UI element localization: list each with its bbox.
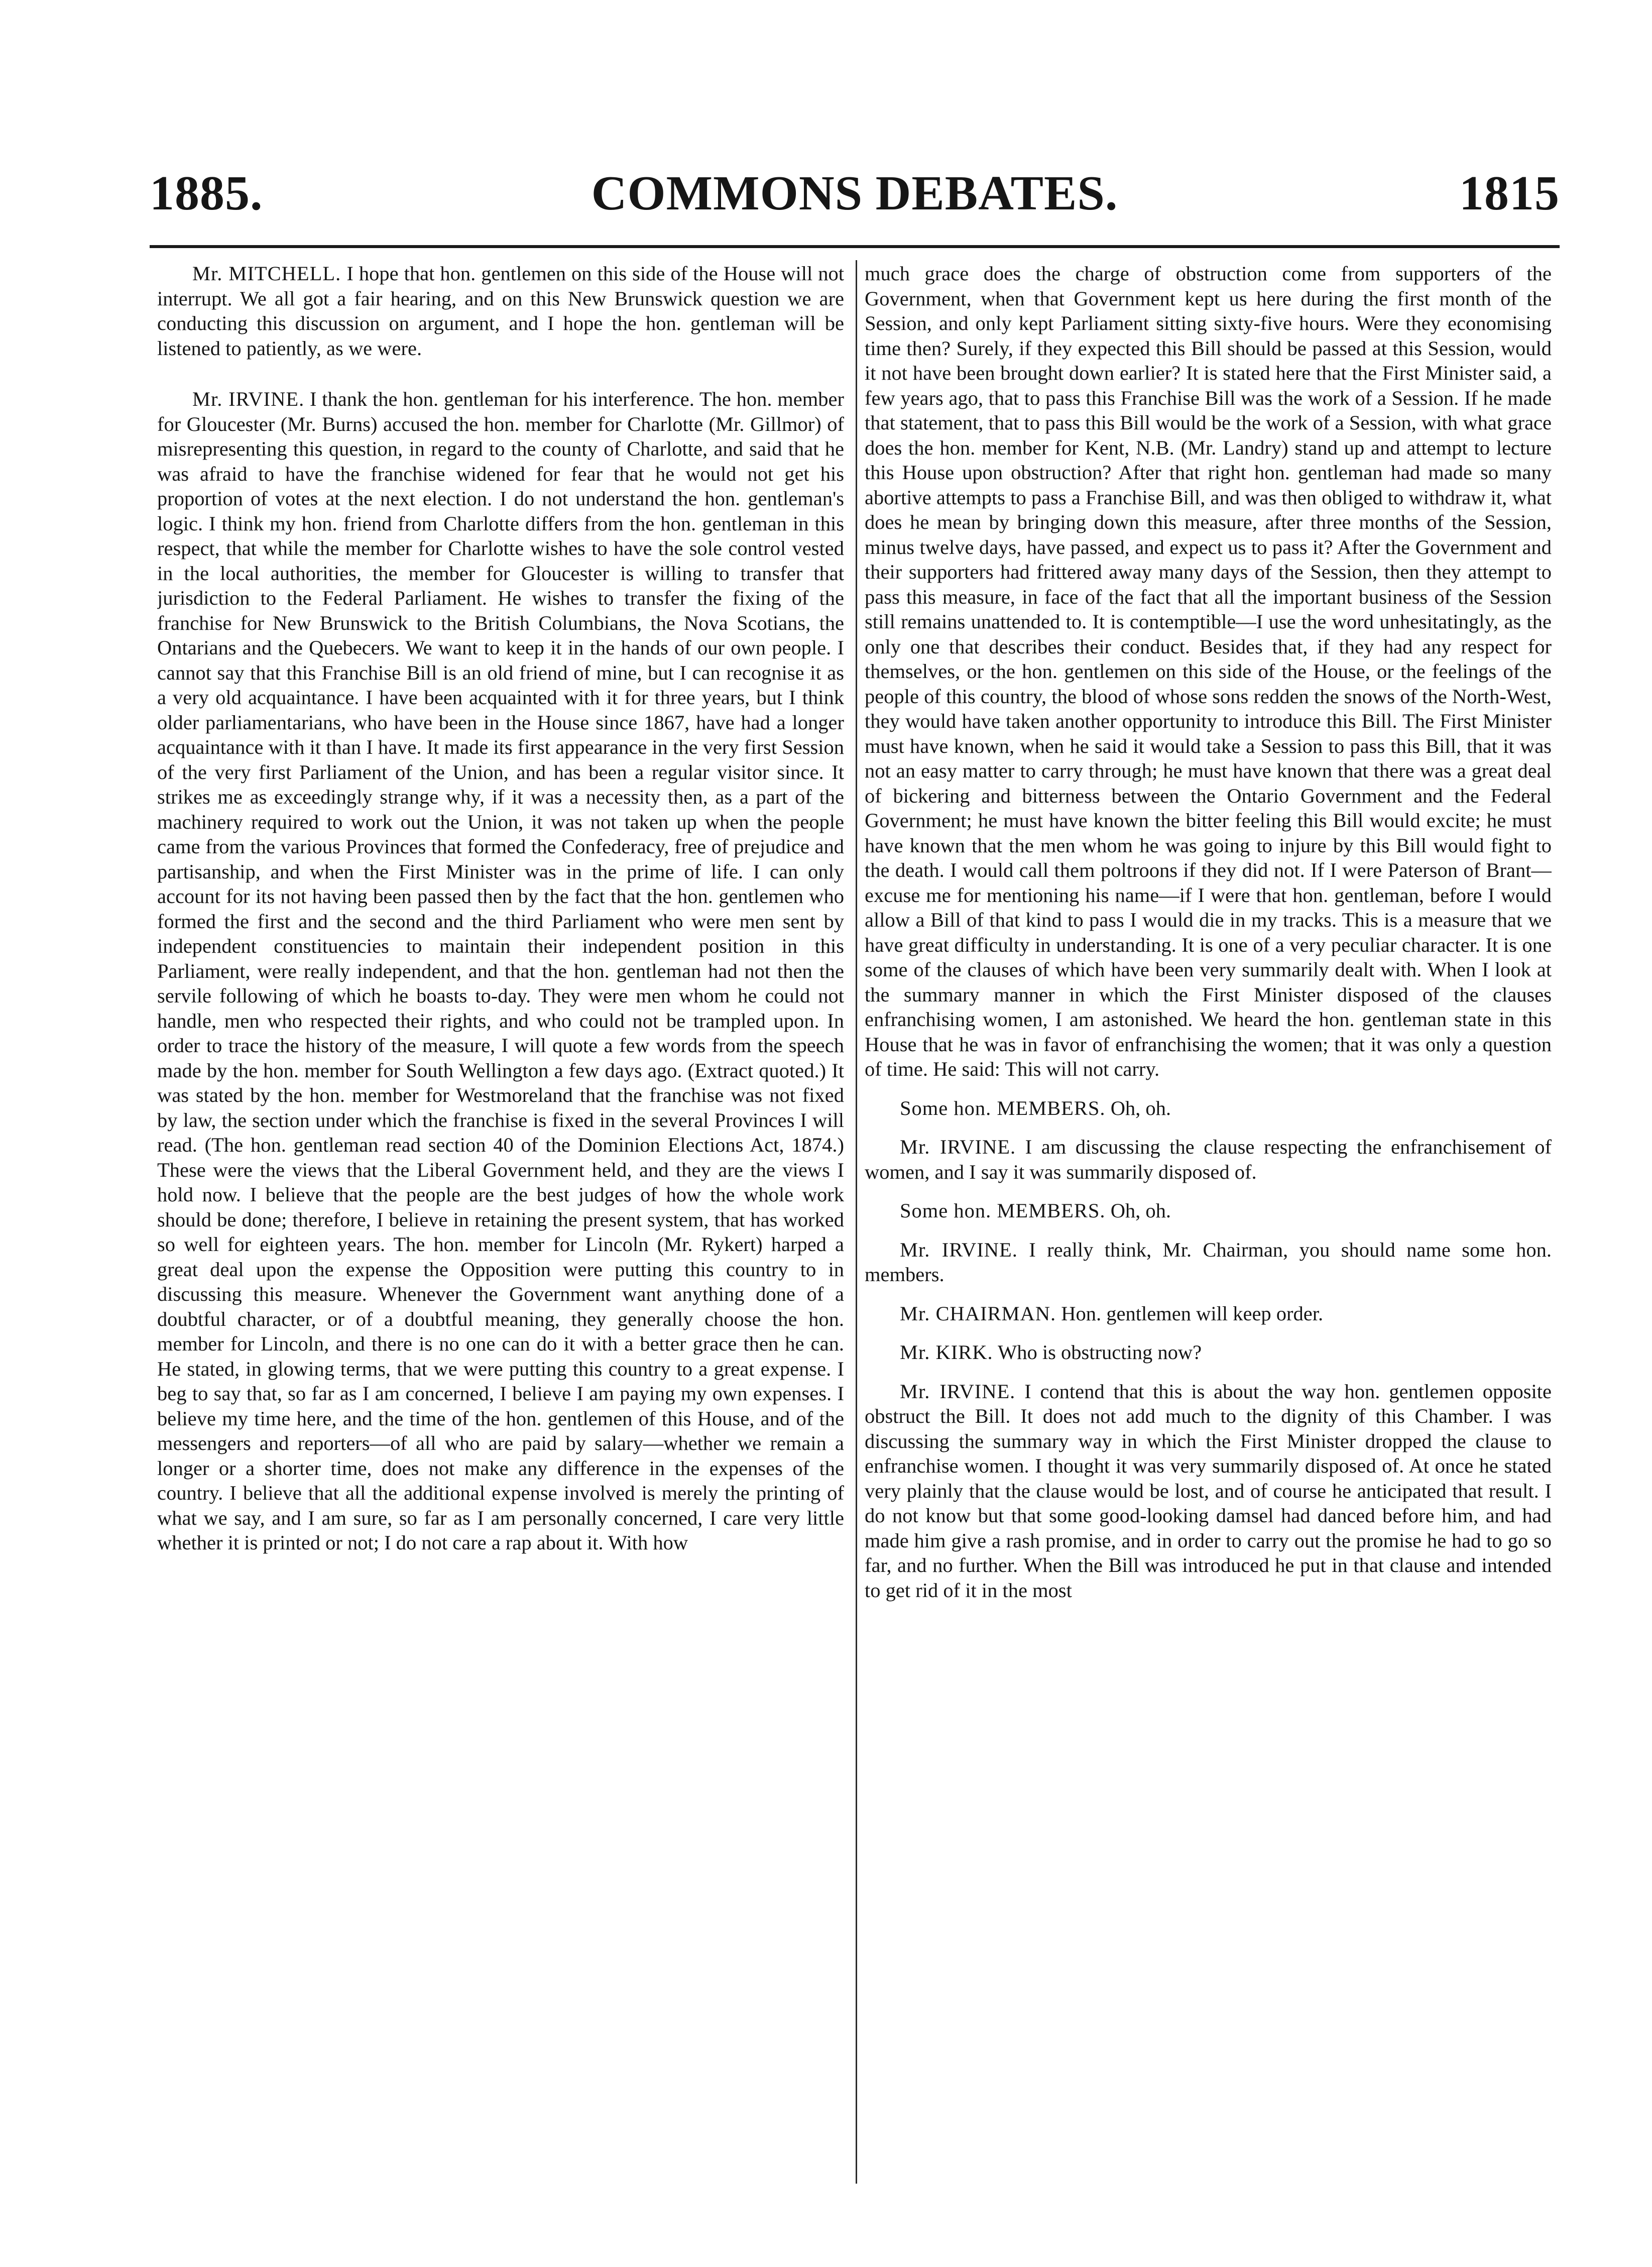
paragraph-text: I contend that this is about the way hon. gentlemen opposite obstruct the Bill. It does not add much to the dignity of this Chamber. I was discussing the summary way in which the First Minister dropped the clause to enfranchise women. I thought it was very summarily disposed of. At once he stated very plainly that the clause would be lost, and of course he anticipated that result. I do not know but that some good-looking damsel had danced before him, and had made him give a rash promise, and in order to carry out the promise he had to go so far, and no further. When the Bill was introduced he put in that clause and intended to get rid of it in the most	[865, 1380, 1552, 1602]
page-header	[150, 166, 1560, 221]
speaker-name: Mr. IRVINE.	[900, 1238, 1018, 1261]
paragraph	[865, 261, 1552, 1082]
paragraph-text: I thank the hon. gentleman for his interference. The hon. member for Gloucester (Mr. Burns) accused the hon. member for Charlotte (Mr. Gillmor) of misrepresenting this question, in regard to the county of Charlotte, and said that he was afraid to have the franchise widened for fear that he would not get his proportion of votes at the next election. I do not understand the hon. gentleman's logic. I think my hon. friend from Charlotte differs from the hon. gentleman in this respect, that while the member for Charlotte wishes to have the sole control vested in the local authorities, the member for Gloucester is willing to transfer that jurisdiction to the Federal Parliament. He wishes to transfer the fixing of the franchise for New Brunswick to the British Columbians, the Nova Scotians, the Ontarians and the Quebecers. We want to keep it in the hands of our own people. I cannot say that this Franchise Bill is an old friend of mine, but I can recognise it as a very old acquaintance. I have been acquainted with it for three years, but I think older parliamentarians, who have been in the House since 1867, have had a longer acquaintance with it than I have. It made its first appearance in the very first Session of the very first Parliament of the Union, and has been a regular visitor since. It strikes me as exceedingly strange why, if it was a necessity then, as a part of the machinery required to work out the Union, it was not taken up when the people came from the various Provinces that formed the Confederacy, free of prejudice and partisanship, and when the First Minister was in the prime of life. I can only account for its not having been passed then by the fact that the hon. gentlemen who formed the first and the second and the third Parliament who were men sent by independent constituencies to maintain their independent position in this Parliament, were really independent, and that the hon. gentleman had not then the servile following of which he boasts to-day. They were men whom he could not handle, men who respected their rights, and who could not be trampled upon. In order to trace the history of the measure, I will quote a few words from the speech made by the hon. member for South Wellington a few days ago. (Extract quoted.) It was stated by the hon. member for Westmoreland that the franchise was not fixed by law, the section under which the franchise is fixed in the several Provinces I will read. (The hon. gentleman read section 40 of the Dominion Elections Act, 1874.) These were the views that the Liberal Government held, and they are the views I hold now. I believe that the people are the best judges of how the whole work should be done; therefore, I believe in retaining the present system, that has worked so well for eighteen years. The hon. member for Lincoln (Mr. Rykert) harped a great deal upon the expense the Opposition were putting this country to in discussing this measure. Whenever the Government want anything done of a doubtful character, or of a doubtful meaning, they generally choose the hon. member for Lincoln, and there is no one can do it with a better grace then he can. He stated, in glowing terms, that we were putting this country to a great expense. I beg to say that, so far as I am concerned, I believe I am paying my own expenses. I believe my time here, and the time of the hon. gentlemen of this House, and of the messengers and reporters—of all who are paid by salary—whether we remain a longer or a shorter time, does not make any difference in the expenses of the country. I believe that all the additional expense involved is merely the printing of what we say, and I am sure, so far as I am personally concerned, I care very little whether it is printed or not; I do not care a rap about it. With how	[157, 388, 844, 1554]
paragraph	[865, 1096, 1552, 1121]
header-title: COMMONS DEBATES.	[591, 166, 1118, 220]
header-year: 1885.	[150, 166, 263, 220]
right-column	[865, 261, 1552, 2185]
paragraph	[865, 1198, 1552, 1223]
speaker-name: Some hon. MEMBERS.	[900, 1096, 1106, 1119]
paragraph	[157, 261, 844, 361]
speaker-name: Mr. IRVINE.	[900, 1380, 1016, 1403]
speaker-name: Mr. CHAIRMAN.	[900, 1302, 1056, 1325]
speaker-name: Mr. IRVINE.	[900, 1136, 1016, 1158]
paragraph-text: much grace does the charge of obstruction come from supporters of the Government, when that Government kept us here during the first month of the Session, and only kept Parliament sitting sixty-five hours. Were they economising time then? Surely, if they expected this Bill should be passed at this Session, would it not have been brought down earlier? It is stated here that the First Minister said, a few years ago, that to pass this Franchise Bill was the work of a Session. If he made that statement, that to pass this Bill would be the work of a Session, with what grace does the hon. member for Kent, N.B. (Mr. Landry) stand up and attempt to lecture this House upon obstruction? After that right hon. gentleman had made so many abortive attempts to pass a Franchise Bill, and was then obliged to withdraw it, what does he mean by bringing down this measure, after three months of the Session, minus twelve days, have passed, and expect us to pass it? After the Government and their supporters had frittered away many days of the Session, then they attempt to pass this measure, in face of the fact that all the important business of the Session still remains unattended to. It is contemptible—I use the word unhesitatingly, as the only one that describes their conduct. Besides that, if they had any respect for themselves, or the hon. gentlemen on this side of the House, or the feelings of the people of this country, the blood of whose sons redden the snows of the North-West, they would have taken another opportunity to introduce this Bill. The First Minister must have known, when he said it would take a Session to pass this Bill, that it was not an easy matter to carry through; he must have known that there was a great deal of bickering and bitterness between the Ontario Government and the Federal Government; he must have known the bitter feeling this Bill would excite; he must have known that the men whom he was going to injure by this Bill would fight to the death. I would call them poltroons if they did not. If I were Paterson of Brant—excuse me for mentioning his name—if I were that hon. gentleman, before I would allow a Bill of that kind to pass I would die in my tracks. This is a measure that we have great difficulty in understanding. It is one of a very peculiar character. It is one some of the clauses of which have been very summarily dealt with. When I look at the summary manner in which the First Minister disposed of the clauses enfranchising women, I am astonished. We heard the hon. gentleman state in this House that he was in favor of enfranchising the women; that it was only a question of time. He said: This will not carry.	[865, 262, 1552, 1080]
paragraph-text: I really think, Mr. Chairman, you should name some hon. members.	[865, 1238, 1552, 1286]
paragraph	[865, 1301, 1552, 1326]
paragraph-text: I hope that hon. gentlemen on this side of the House will not interrupt. We all got a fair hearing, and on this New Brunswick question we are conducting this discussion on argument, and I hope the hon. gentleman will be listened to patiently, as we were.	[157, 262, 844, 360]
paragraph-text: Oh, oh.	[1110, 1096, 1171, 1119]
speaker-name: Mr. KIRK.	[900, 1341, 993, 1364]
speaker-name: Mr. IRVINE.	[192, 388, 305, 410]
speaker-name: Mr. MITCHELL.	[192, 262, 341, 285]
paragraph-text: Hon. gentlemen will keep order.	[1061, 1302, 1324, 1325]
paragraph-text: Oh, oh.	[1110, 1199, 1171, 1222]
paragraph	[865, 1379, 1552, 1603]
paragraph	[865, 1135, 1552, 1184]
paragraph-text: Who is obstructing now?	[998, 1341, 1202, 1364]
column-divider	[856, 260, 857, 2184]
paragraph	[865, 1340, 1552, 1365]
header-page-number: 1815	[1459, 166, 1560, 220]
paragraph	[865, 1237, 1552, 1287]
header-rule	[150, 245, 1560, 248]
paragraph	[157, 387, 844, 1555]
speaker-name: Some hon. MEMBERS.	[900, 1199, 1106, 1222]
left-column	[157, 261, 844, 2185]
paragraph-text: I am discussing the clause respecting the enfranchisement of women, and I say it was summarily disposed of.	[865, 1136, 1552, 1183]
